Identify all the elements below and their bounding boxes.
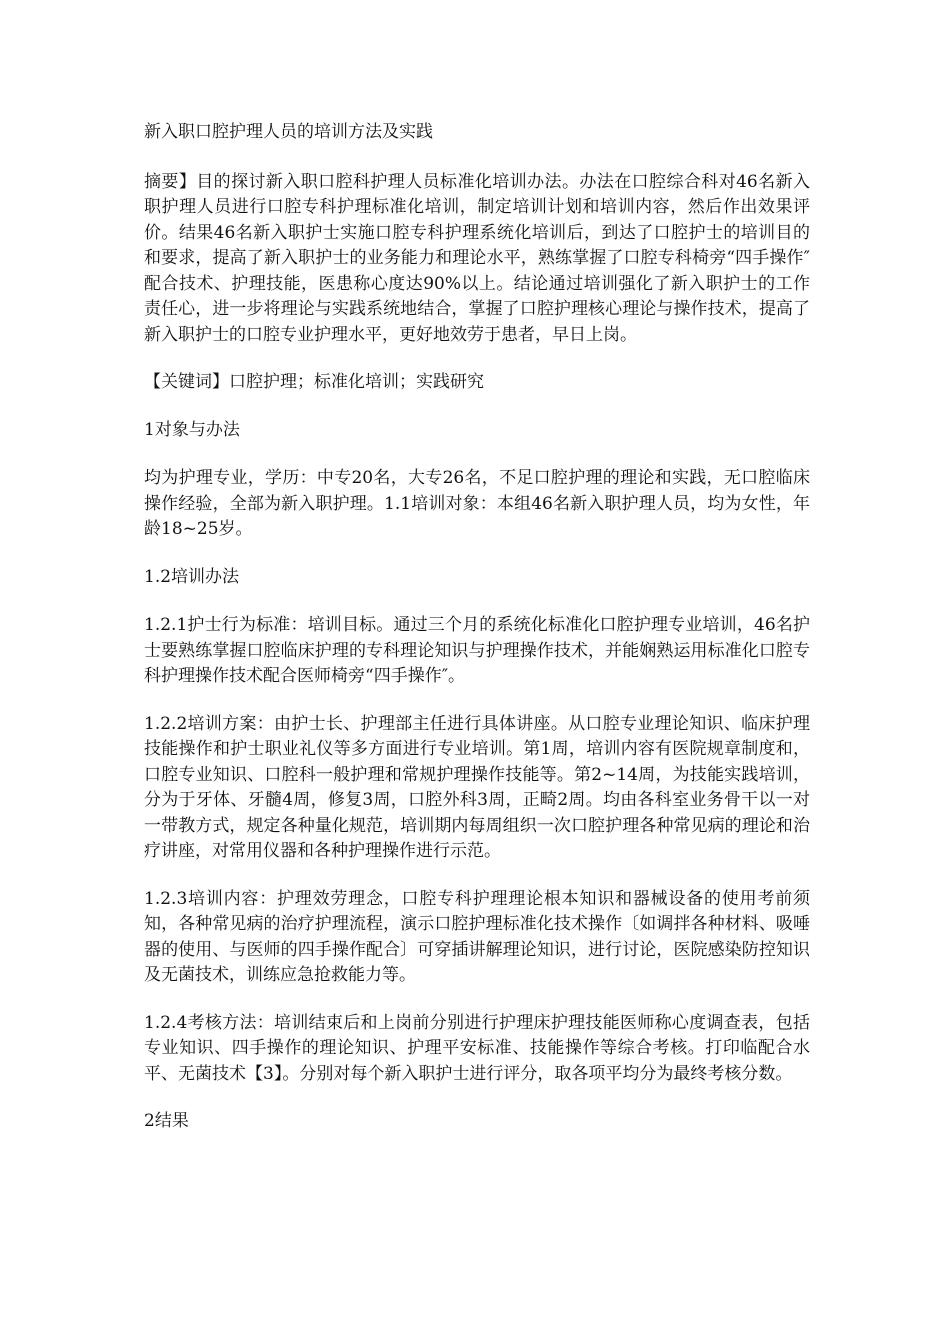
paragraph-1-2-4: 1.2.4考核方法：培训结束后和上岗前分别进行护理床护理技能医师称心度调查表，包括专业知识、四手操作的理论知识、护理平安标准、技能操作等综合考核。打印临配合水平、无菌技术【3】。分别对每个新入职护士进行评分，取各项平均分为最终考核分数。: [144, 1012, 810, 1084]
document-page: [144, 120, 810, 1158]
paragraph-1-2-1: 1.2.1护士行为标准：培训目标。通过三个月的系统化标准化口腔护理专业培训，46名护士要熟练掌握口腔临床护理的专科理论知识与护理操作技术，并能娴熟运用标准化口腔专科护理操作技术配合医师椅旁“四手操作″。: [144, 615, 810, 686]
abstract-paragraph: 摘要】目的探讨新入职口腔科护理人员标准化培训办法。办法在口腔综合科对46名新入职护理人员进行口腔专科护理标准化培训，制定培训计划和培训内容，然后作出效果评价。结果46名新入职护士实施口腔专科护理系统化培训后，到达了口腔护士的培训目的和要求，提高了新入职护士的业务能力和理论水平，熟练掌握了口腔专科椅旁“四手操作″配合技术、护理技能，医患称心度达90%以上。结论通过培训强化了新入职护士的工作责任心，进一步将理论与实践系统地结合，掌握了口腔护理核心理论与操作技术，提高了新入职护士的口腔专业护理水平，更好地效劳于患者，早日上岗。: [144, 171, 810, 345]
section-heading-1: 1对象与办法: [144, 419, 240, 440]
paragraph-1-2-2: 1.2.2培训方案：由护士长、护理部主任进行具体讲座。从口腔专业理论知识、临床护理技能操作和护士职业礼仪等多方面进行专业培训。第1周，培训内容有医院规章制度和，口腔专业知识、口腔科一般护理和常规护理操作技能等。第2~14周，为技能实践培训，分为于牙体、牙髓4周，修复3周，口腔外科3周，正畸2周。均由各科室业务骨干以一对一带教方式，规定各种量化规范，培训期内每周组织一次口腔护理各种常见病的理论和治疗讲座，对常用仪器和各种护理操作进行示范。: [144, 713, 810, 861]
section-1-paragraph: 均为护理专业，学历：中专20名，大专26名，不足口腔护理的理论和实践，无口腔临床操作经验，全部为新入职护理。1.1培训对象：本组46名新入职护理人员，均为女性，年龄18~25岁。: [144, 468, 810, 539]
paragraph-1-2-3: 1.2.3培训内容：护理效劳理念，口腔专科护理理论根本知识和器械设备的使用考前须知，各种常见病的治疗护理流程，演示口腔护理标准化技术操作〔如调拌各种材料、吸唾器的使用、与医师的四手操作配合〕可穿插讲解理论知识，进行讨论，医院感染防控知识及无菌技术，训练应急抢救能力等。: [144, 888, 810, 985]
document-title: 新入职口腔护理人员的培训方法及实践: [144, 122, 433, 142]
keywords-paragraph: 【关键词】口腔护理；标准化培训；实践研究: [144, 372, 484, 392]
section-heading-2: 2结果: [144, 1111, 189, 1131]
section-heading-1-2: 1.2培训办法: [144, 566, 240, 587]
